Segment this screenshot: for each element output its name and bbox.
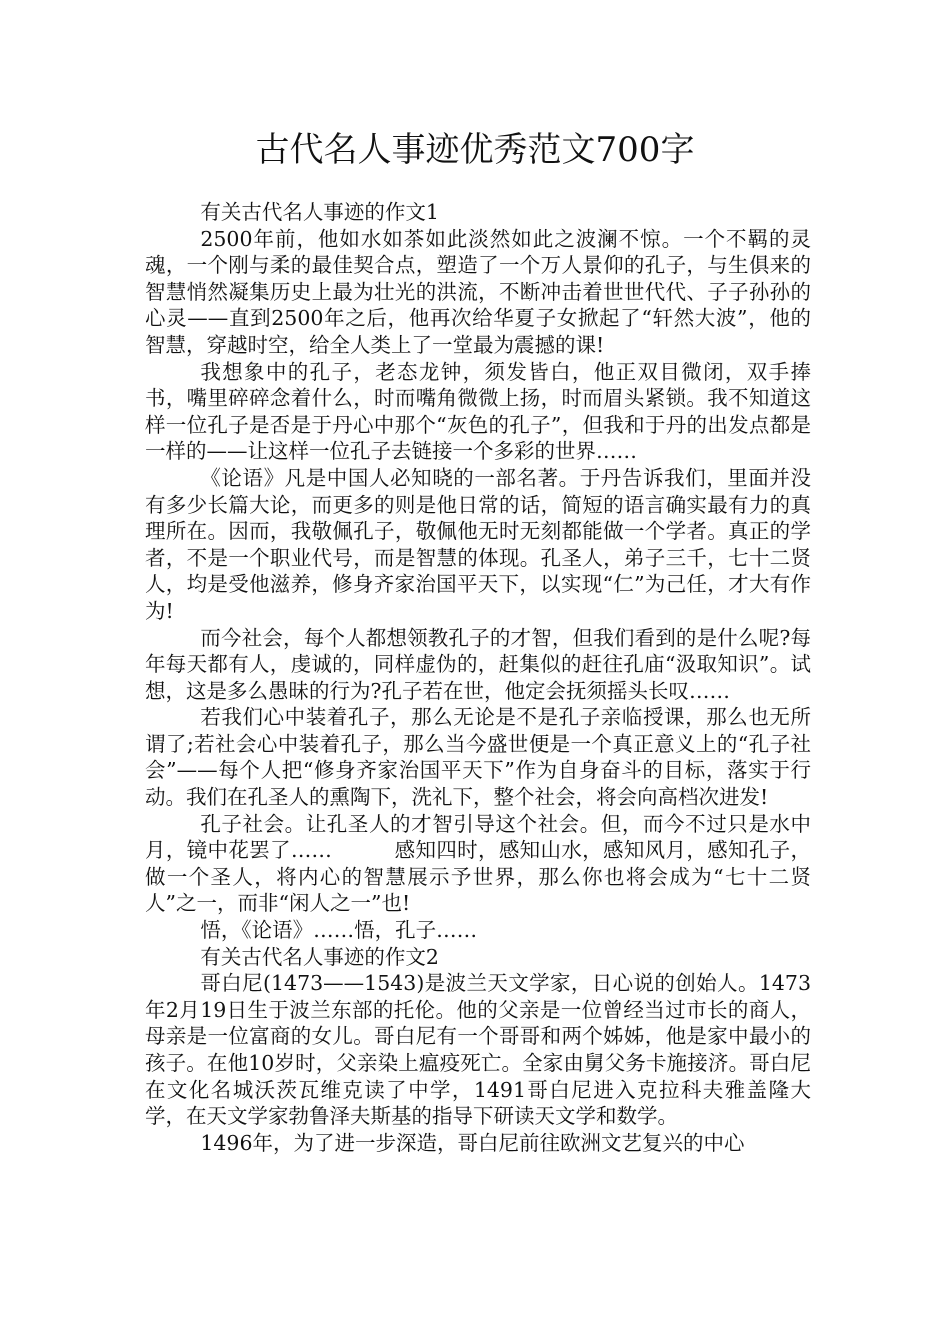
paragraph: 若我们心中装着孔子，那么无论是不是孔子亲临授课，那么也无所谓了;若社会心中装着孔子，那么当今盛世便是一个真正意义上的“孔子社会”——每个人把“修身齐家治国平天下”作为自身奋斗的目标，落实于行动。我们在孔圣人的熏陶下，洗礼下，整个社会，将会向高档次进发! bbox=[145, 705, 811, 810]
section-heading-2: 有关古代名人事迹的作文2 bbox=[200, 944, 439, 969]
paragraph: 孔子社会。让孔圣人的才智引导这个社会。但，而今不过只是水中月，镜中花罢了…… 感知四时，感知山水，感知风月，感知孔子，做一个圣人，将内心的智慧展示予世界，那么你也将会成为“七十二贤人”之一，而非“闲人之一”也! bbox=[145, 811, 811, 916]
paragraph: 悟，《论语》……悟，孔子…… bbox=[200, 918, 478, 943]
section-heading-1: 有关古代名人事迹的作文1 bbox=[200, 200, 439, 224]
paragraph: 而今社会，每个人都想领教孔子的才智，但我们看到的是什么呢?每年每天都有人，虔诚的，同样虚伪的，赶集似的赶往孔庙“汲取知识”。试想，这是多么愚昧的行为?孔子若在世，他定会抚须摇头长叹…… bbox=[145, 625, 811, 703]
paragraph: 哥白尼(1473——1543)是波兰天文学家，日心说的创始人。1473年2月19日生于波兰东部的托伦。他的父亲是一位曾经当过市长的商人，母亲是一位富商的女儿。哥白尼有一个哥哥和两个姊姊，他是家中最小的孩子。在他10岁时，父亲染上瘟疫死亡。全家由舅父务卡施接济。哥白尼在文化名城沃茨瓦维克读了中学，1491哥白尼进入克拉科夫雅盖隆大学，在天文学家勃鲁泽夫斯基的指导下研读天文学和数学。 bbox=[145, 971, 811, 1129]
document-body bbox=[145, 199, 811, 1156]
paragraph: 2500年前，他如水如茶如此淡然如此之波澜不惊。一个不羁的灵魂，一个刚与柔的最佳契合点，塑造了一个万人景仰的孔子，与生俱来的智慧悄然凝集历史上最为壮光的洪流，不断冲击着世世代代、子子孙孙的心灵——直到2500年之后，他再次给华夏子女掀起了“轩然大波”，他的智慧，穿越时空，给全人类上了一堂最为震撼的课! bbox=[145, 226, 811, 357]
paragraph: 1496年，为了进一步深造，哥白尼前往欧洲文艺复兴的中心 bbox=[200, 1130, 745, 1155]
document-title: 古代名人事迹优秀范文700字 bbox=[255, 130, 695, 170]
paragraph: 我想象中的孔子，老态龙钟，须发皆白，他正双目微闭，双手捧书，嘴里碎碎念着什么，时而嘴角微微上扬，时而眉头紧锁。我不知道这样一位孔子是否是于丹心中那个“灰色的孔子”，但我和于丹的出发点都是一样的——让这样一位孔子去链接一个多彩的世界…… bbox=[145, 359, 811, 464]
paragraph: 《论语》凡是中国人必知晓的一部名著。于丹告诉我们，里面并没有多少长篇大论，而更多的则是他日常的话，简短的语言确实最有力的真理所在。因而，我敬佩孔子，敬佩他无时无刻都能做一个学者。真正的学者，不是一个职业代号，而是智慧的体现。孔圣人，弟子三千，七十二贤人，均是受他滋养，修身齐家治国平天下，以实现“仁”为己任，才大有作为! bbox=[145, 465, 811, 623]
